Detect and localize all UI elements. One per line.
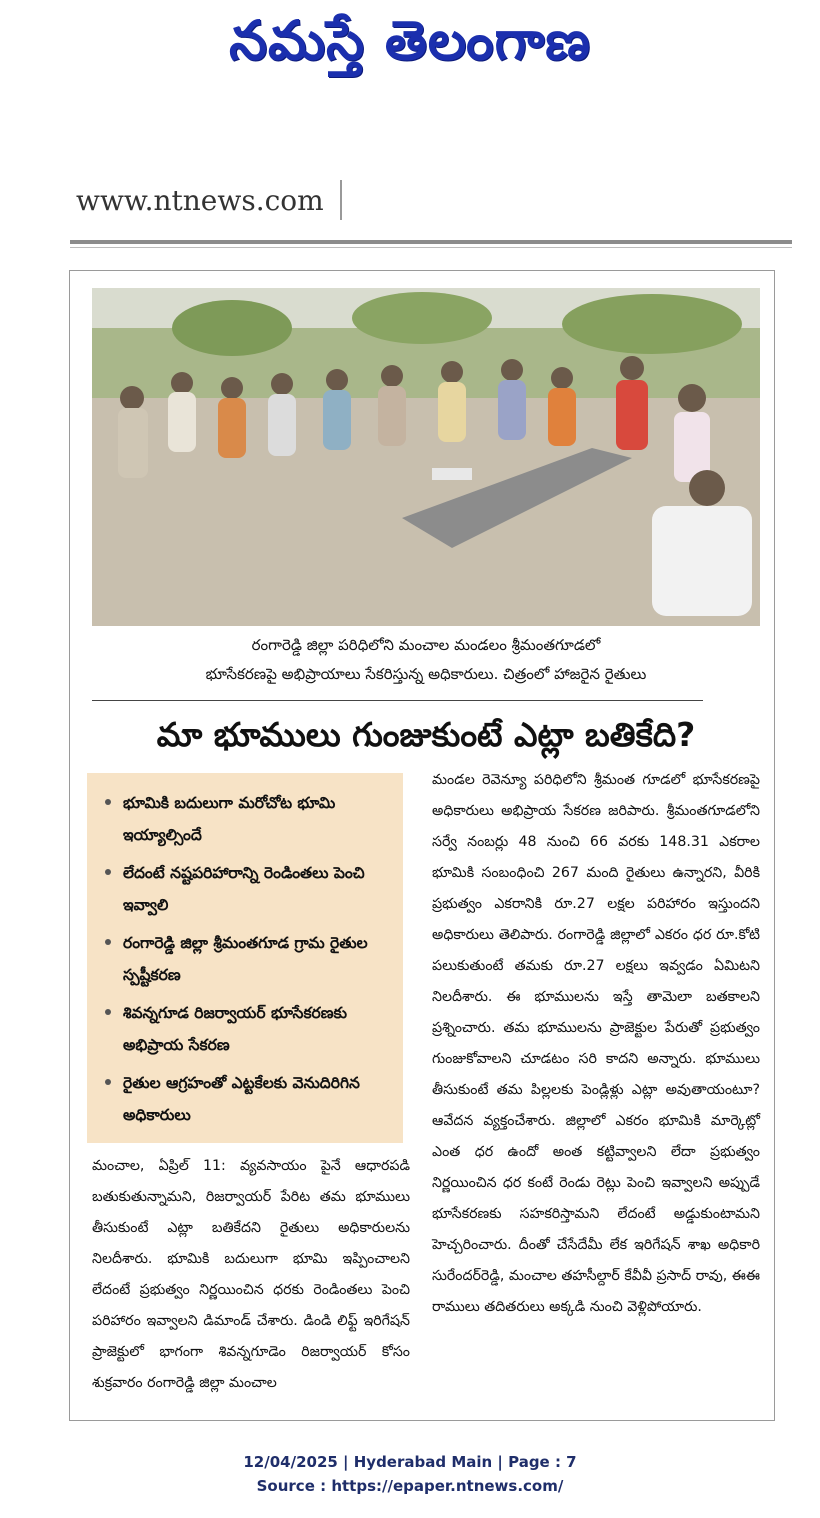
news-photo	[92, 288, 760, 626]
caption-line: భూసేకరణపై అభిప్రాయాలు సేకరిస్తున్న అధికారులు. చిత్రంలో హాజరైన రైతులు	[205, 665, 647, 683]
highlights-box	[87, 773, 403, 1143]
site-url: www.ntnews.com	[76, 183, 324, 217]
newspaper-logo: నమస్తే తెలంగాణ	[229, 9, 591, 72]
site-url-row	[76, 178, 342, 222]
highlight-item	[105, 927, 389, 991]
article-headline: మా భూములు గుంజుకుంటే ఎట్లా బతికేది?	[156, 715, 696, 754]
masthead	[0, 0, 820, 90]
page-footer	[0, 1450, 820, 1498]
meeting-photo-illustration	[92, 288, 760, 626]
bullet-icon	[105, 869, 111, 875]
highlight-text: శివన్నగూడ రిజర్వాయర్ భూసేకరణకు అభిప్రాయ సేకరణ	[123, 1004, 347, 1054]
url-divider	[340, 180, 342, 220]
bullet-icon	[105, 799, 111, 805]
highlight-item	[105, 787, 389, 851]
bullet-icon	[105, 939, 111, 945]
highlight-text: లేదంటే నష్టపరిహారాన్ని రెండింతలు పెంచి ఇవ్వాలి	[123, 864, 365, 914]
highlight-text: రైతుల ఆగ్రహంతో ఎట్టకేలకు వెనుదిరిగిన అధికారులు	[123, 1074, 360, 1124]
highlight-text: రంగారెడ్డి జిల్లా శ్రీమంతగూడ గ్రామ రైతుల స్పష్టీకరణ	[123, 934, 368, 984]
source-link[interactable]: Source : https://epaper.ntnews.com/	[256, 1477, 564, 1495]
highlight-text: భూమికి బదులుగా మరోచోట భూమి ఇయ్యాల్సిందే	[123, 794, 336, 844]
bullet-icon	[105, 1079, 111, 1085]
caption-divider	[92, 700, 703, 701]
highlight-item	[105, 997, 389, 1061]
edition-info: 12/04/2025 | Hyderabad Main | Page : 7	[243, 1453, 577, 1471]
article-clipping	[69, 270, 775, 1421]
article-body-right: మండల రెవెన్యూ పరిధిలోని శ్రీమంత గూడలో భూసేకరణపై అధికారులు అభిప్రాయ సేకరణ జరిపారు. శ్రీమంతగూడలోని సర్వే నంబర్లు 48 నుంచి 66 వరకు 148.31 ఎకరాల భూమికి సంబంధించి 267 మంది రైతులు ఉన్నారని, వీరికి ప్రభుత్వం ఎకరానికి రూ.27 లక్షల పరిహారం ఇస్తుందని అధికారులు తెలిపారు. రంగారెడ్డి జిల్లాలో ఎకరం ధర రూ.కోటి పలుకుతుంటే తమకు రూ.27 లక్షలు ఇవ్వడం ఏమిటని నిలదీశారు. ఈ భూములను ఇస్తే తామెలా బతకాలని ప్రశ్నించారు. తమ భూములను ప్రాజెక్టుల పేరుతో ప్రభుత్వం గుంజుకోవాలని చూడటం సరి కాదని అన్నారు. భూములు తీసుకుంటే తమ పిల్లలకు పెండ్లిళ్లు ఎట్లా అవుతాయంటూ? ఆవేదన వ్యక్తంచేశారు. జిల్లాలో ఎకరం భూమికి మార్కెట్లో ఎంత ధర ఉందో అంత కట్టివ్వాలని లేదా ప్రభుత్వం నిర్ణయించిన ధర కంటే రెండు రెట్లు పెంచి ఇవ్వాలని అప్పుడే భూసేకరణకు సహకరిస్తామని లేదంటే అడ్డుకుంటామని హెచ్చరించారు. దీంతో చేసేదేమీ లేక ఇరిగేషన్ శాఖ అధికారి సురేందర్‌రెడ్డి, మంచాల తహసీల్దార్ కేవీవీ ప్రసాద్ రావు, ఈఈ రాములు తదితరులు అక్కడి నుంచి వెళ్లిపోయారు.	[432, 772, 760, 1315]
caption-line: రంగారెడ్డి జిల్లా పరిధిలోని మంచాల మండలం శ్రీమంతగూడలో	[251, 636, 601, 654]
highlight-item	[105, 1067, 389, 1131]
highlight-item	[105, 857, 389, 921]
photo-caption	[92, 631, 760, 689]
article-body-left: మంచాల, ఏప్రిల్ 11: వ్యవసాయం పైనే ఆధారపడి బతుకుతున్నామని, రిజర్వాయర్ పేరిట తమ భూములు తీసుకుంటే ఎట్లా బతికేదని రైతులు అధికారులను నిలదీశారు. భూమికి బదులుగా భూమి ఇప్పించాలని లేదంటే ప్రభుత్వం నిర్ణయించిన ధరకు రెండింతలు పెంచి పరిహారం ఇవ్వాలని డిమాండ్ చేశారు. డిండి లిఫ్ట్ ఇరిగేషన్ ప్రాజెక్టులో భాగంగా శివన్నగూడెం రిజర్వాయర్ కోసం శుక్రవారం రంగారెడ్డి జిల్లా మంచాల	[92, 1158, 410, 1391]
header-rule-thin	[70, 247, 792, 248]
header-rule	[70, 240, 792, 244]
bullet-icon	[105, 1009, 111, 1015]
